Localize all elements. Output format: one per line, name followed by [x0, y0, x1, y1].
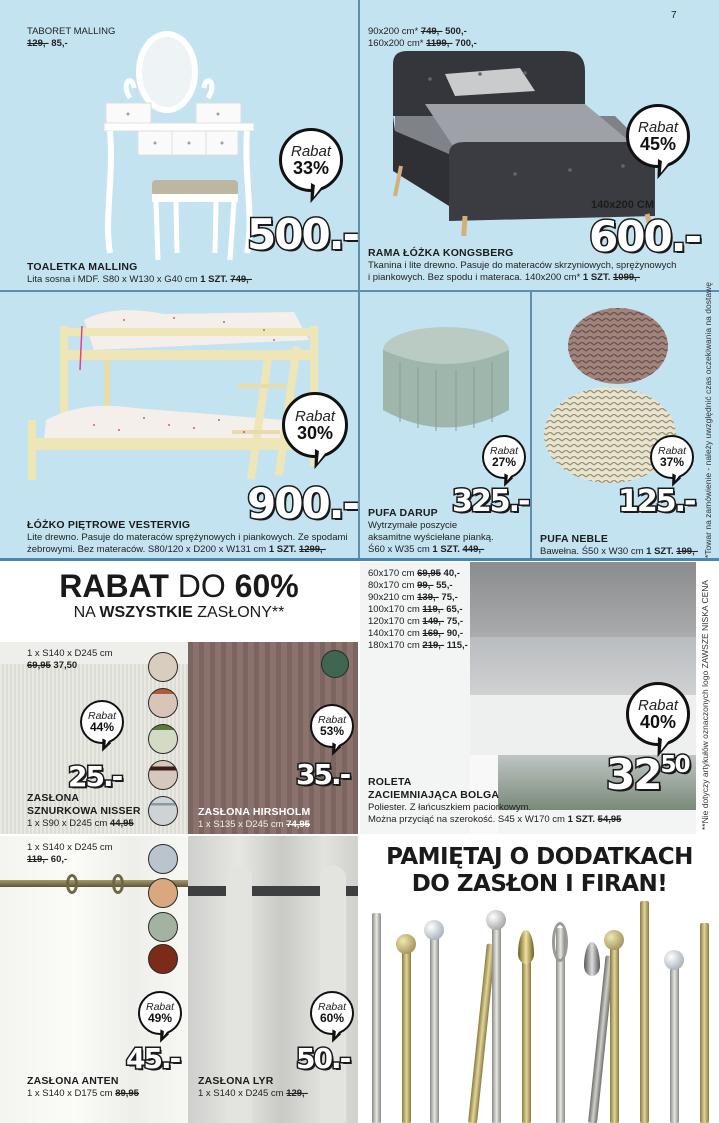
product-name: ZASŁONA — [27, 792, 80, 804]
delivery-footnote: *Towar na zamówienie - należy uwzględnić czas oczekiwania na dostawę — [703, 282, 713, 558]
product-description: Lita sosna i MDF. S80 x W130 x G40 cm 1 SZT. 749,- — [27, 274, 252, 285]
product-name: ŁÓŻKO PIĘTROWE VESTERVIG — [27, 519, 191, 531]
product-name: ROLETA — [368, 776, 412, 788]
divider — [0, 290, 719, 292]
product-name: SZNURKOWA NISSER — [27, 805, 141, 817]
variant-row: 90x210 cm 139,- 75,- — [368, 592, 458, 603]
variant-row: 140x170 cm 169,- 90,- — [368, 628, 464, 639]
product-description: Można przyciąć na szerokość. S45 x W170 cm 1 SZT. 54,95 — [368, 814, 622, 825]
price: 325.- — [452, 484, 529, 519]
page-number: 7 — [671, 10, 677, 21]
taboret-name: TABORET MALLING — [27, 26, 116, 37]
dressing-table-image — [100, 28, 260, 268]
color-swatch[interactable] — [148, 760, 178, 790]
divider — [530, 292, 532, 558]
accessories-promo[interactable] — [360, 836, 719, 1123]
product-info: ZASŁONA HIRSHOLM 1 x S135 x D245 cm 74,95 — [198, 806, 311, 830]
product-name: ZASŁONA LYR — [198, 1075, 274, 1087]
variant-row: 120x170 cm 149,- 75,- — [368, 616, 464, 627]
variant-row: 80x170 cm 99,- 55,- — [368, 580, 453, 591]
product-description: Bawełna. Ś50 x W30 cm 1 SZT. 199,- — [540, 546, 698, 557]
velvet-pouf-image — [372, 320, 520, 440]
product-zaslona-anten[interactable] — [0, 836, 188, 1123]
discount-badge: Rabat 49% — [138, 991, 182, 1035]
color-swatch[interactable] — [148, 796, 178, 826]
product-info: ZASŁONA ANTEN 1 x S140 x D175 cm 89,95 — [27, 1075, 139, 1099]
product-name: ZACIEMNIAJĄCA BOLGA — [368, 789, 500, 801]
product-info — [368, 247, 676, 284]
product-roleta-bolga[interactable] — [360, 562, 696, 834]
color-swatch[interactable] — [321, 650, 349, 678]
product-zaslona-nisser[interactable] — [0, 642, 188, 834]
color-swatch[interactable] — [148, 688, 178, 718]
product-description: Ś60 x W35 cm 1 SZT. 449,- — [368, 544, 485, 555]
price: 35.- — [296, 758, 350, 791]
product-name: TOALETKA MALLING — [27, 261, 138, 273]
curtain-banner — [0, 562, 358, 640]
curtain-ring — [66, 874, 78, 894]
price: 50.- — [296, 1042, 350, 1075]
size-variants — [368, 568, 468, 652]
price: 500.- — [247, 210, 358, 259]
product-name: ZASŁONA ANTEN — [27, 1075, 119, 1087]
product-name: PUFA NEBLE — [540, 533, 609, 545]
product-name: ZASŁONA HIRSHOLM — [198, 806, 311, 818]
discount-badge: Rabat 27% — [482, 435, 526, 479]
divider — [0, 834, 719, 836]
price: 900.- — [247, 479, 358, 528]
product-name: PUFA DARUP — [368, 507, 438, 519]
color-swatch[interactable] — [148, 844, 178, 874]
curtain-rods-image — [360, 900, 719, 1123]
product-rama-kongsberg[interactable] — [360, 0, 719, 290]
divider — [0, 558, 719, 561]
variant-row: 90x200 cm* 749,- 500,- — [368, 26, 467, 37]
size-label: 140x200 CM — [591, 199, 654, 211]
discount-badge: Rabat 45% — [626, 104, 690, 168]
product-info — [540, 533, 698, 558]
curtain-ring — [112, 874, 124, 894]
product-description: aksamitne wyściełane pianką. — [368, 532, 494, 543]
discount-badge: Rabat 30% — [282, 392, 348, 458]
product-description: Lite drewno. Pasuje do materaców sprężynowych i piankowych. Ze spodami — [27, 532, 348, 543]
bunk-bed-image — [24, 300, 324, 480]
discount-badge: Rabat 33% — [279, 128, 343, 192]
color-swatch[interactable] — [148, 944, 178, 974]
product-description: Wytrzymałe poszycie — [368, 520, 458, 531]
product-description: Tkanina i lite drewno. Pasuje do materaców skrzyniowych, sprężynowych — [368, 260, 677, 271]
product-pufa-darup[interactable] — [360, 292, 530, 558]
product-info: ZASŁONA SZNURKOWA NISSER 1 x S90 x D245 cm 44,95 — [27, 792, 141, 829]
curtains-footnote: **Nie dotyczy artykułów oznaczonych logo ZAWSZE NISKA CENA — [700, 579, 710, 830]
banner-line-1: RABAT DO 60% — [59, 568, 299, 604]
price: 125.- — [618, 484, 695, 519]
discount-badge: Rabat 40% — [626, 682, 690, 746]
product-info — [27, 519, 348, 556]
color-swatch[interactable] — [148, 652, 178, 682]
price: 25.- — [68, 760, 122, 793]
color-swatch[interactable] — [148, 878, 178, 908]
variant-row: 60x170 cm 69,95 40,- — [368, 568, 460, 579]
product-name: RAMA ŁÓŻKA KONGSBERG — [368, 247, 514, 259]
taboret-old-price: 129,- — [27, 38, 49, 49]
product-pufa-neble[interactable] — [532, 292, 719, 558]
price: 600.- — [589, 212, 701, 261]
product-lozko-vestervig[interactable] — [0, 292, 358, 558]
price: 45.- — [126, 1042, 180, 1075]
banner-line-2: NA WSZYSTKIE ZASŁONY** — [73, 604, 285, 621]
variant-row: 180x170 cm 219,- 115,- — [368, 640, 468, 651]
discount-badge: Rabat 37% — [650, 435, 694, 479]
color-swatch[interactable] — [148, 724, 178, 754]
product-info — [27, 261, 252, 286]
product-info — [368, 776, 621, 826]
price: $32^{50}$ — [606, 750, 689, 799]
product-toaletka-malling[interactable] — [0, 0, 358, 290]
divider — [358, 0, 360, 558]
product-info: ZASŁONA LYR 1 x S140 x D245 cm 129,- — [198, 1075, 308, 1099]
color-swatch[interactable] — [148, 912, 178, 942]
product-description: i piankowych. Bez spodu i materaca. 140x200 cm* 1 SZT. 1099,- — [368, 272, 640, 283]
discount-badge: Rabat 53% — [310, 704, 354, 748]
blind-dark — [470, 562, 696, 637]
product-description: Poliester. Z łańcuszkiem paciorkowym. — [368, 802, 532, 813]
product-zaslona-lyr[interactable] — [188, 836, 358, 1123]
variant-row: 100x170 cm 119,- 65,- — [368, 604, 463, 615]
product-info — [368, 507, 494, 556]
discount-badge: Rabat 44% — [80, 700, 124, 744]
divider — [358, 562, 360, 1123]
taboret-new-price: 85,- — [51, 38, 68, 49]
discount-badge: Rabat 60% — [310, 991, 354, 1035]
product-description: żebrowymi. Bez materaców. S80/120 x D200 x W131 cm 1 SZT. 1299,- — [27, 544, 326, 555]
variant: 1 x S140 x D245 cm 69,95 37,50 — [27, 648, 113, 671]
variant: 1 x S140 x D245 cm 119,- 60,- — [27, 842, 113, 865]
product-zaslona-hirsholm[interactable] — [188, 642, 358, 834]
variant-row: 160x200 cm* 1199,- 700,- — [368, 38, 477, 49]
accessories-headline: PAMIĘTAJ O DODATKACH DO ZASŁON I FIRAN! — [386, 844, 693, 897]
